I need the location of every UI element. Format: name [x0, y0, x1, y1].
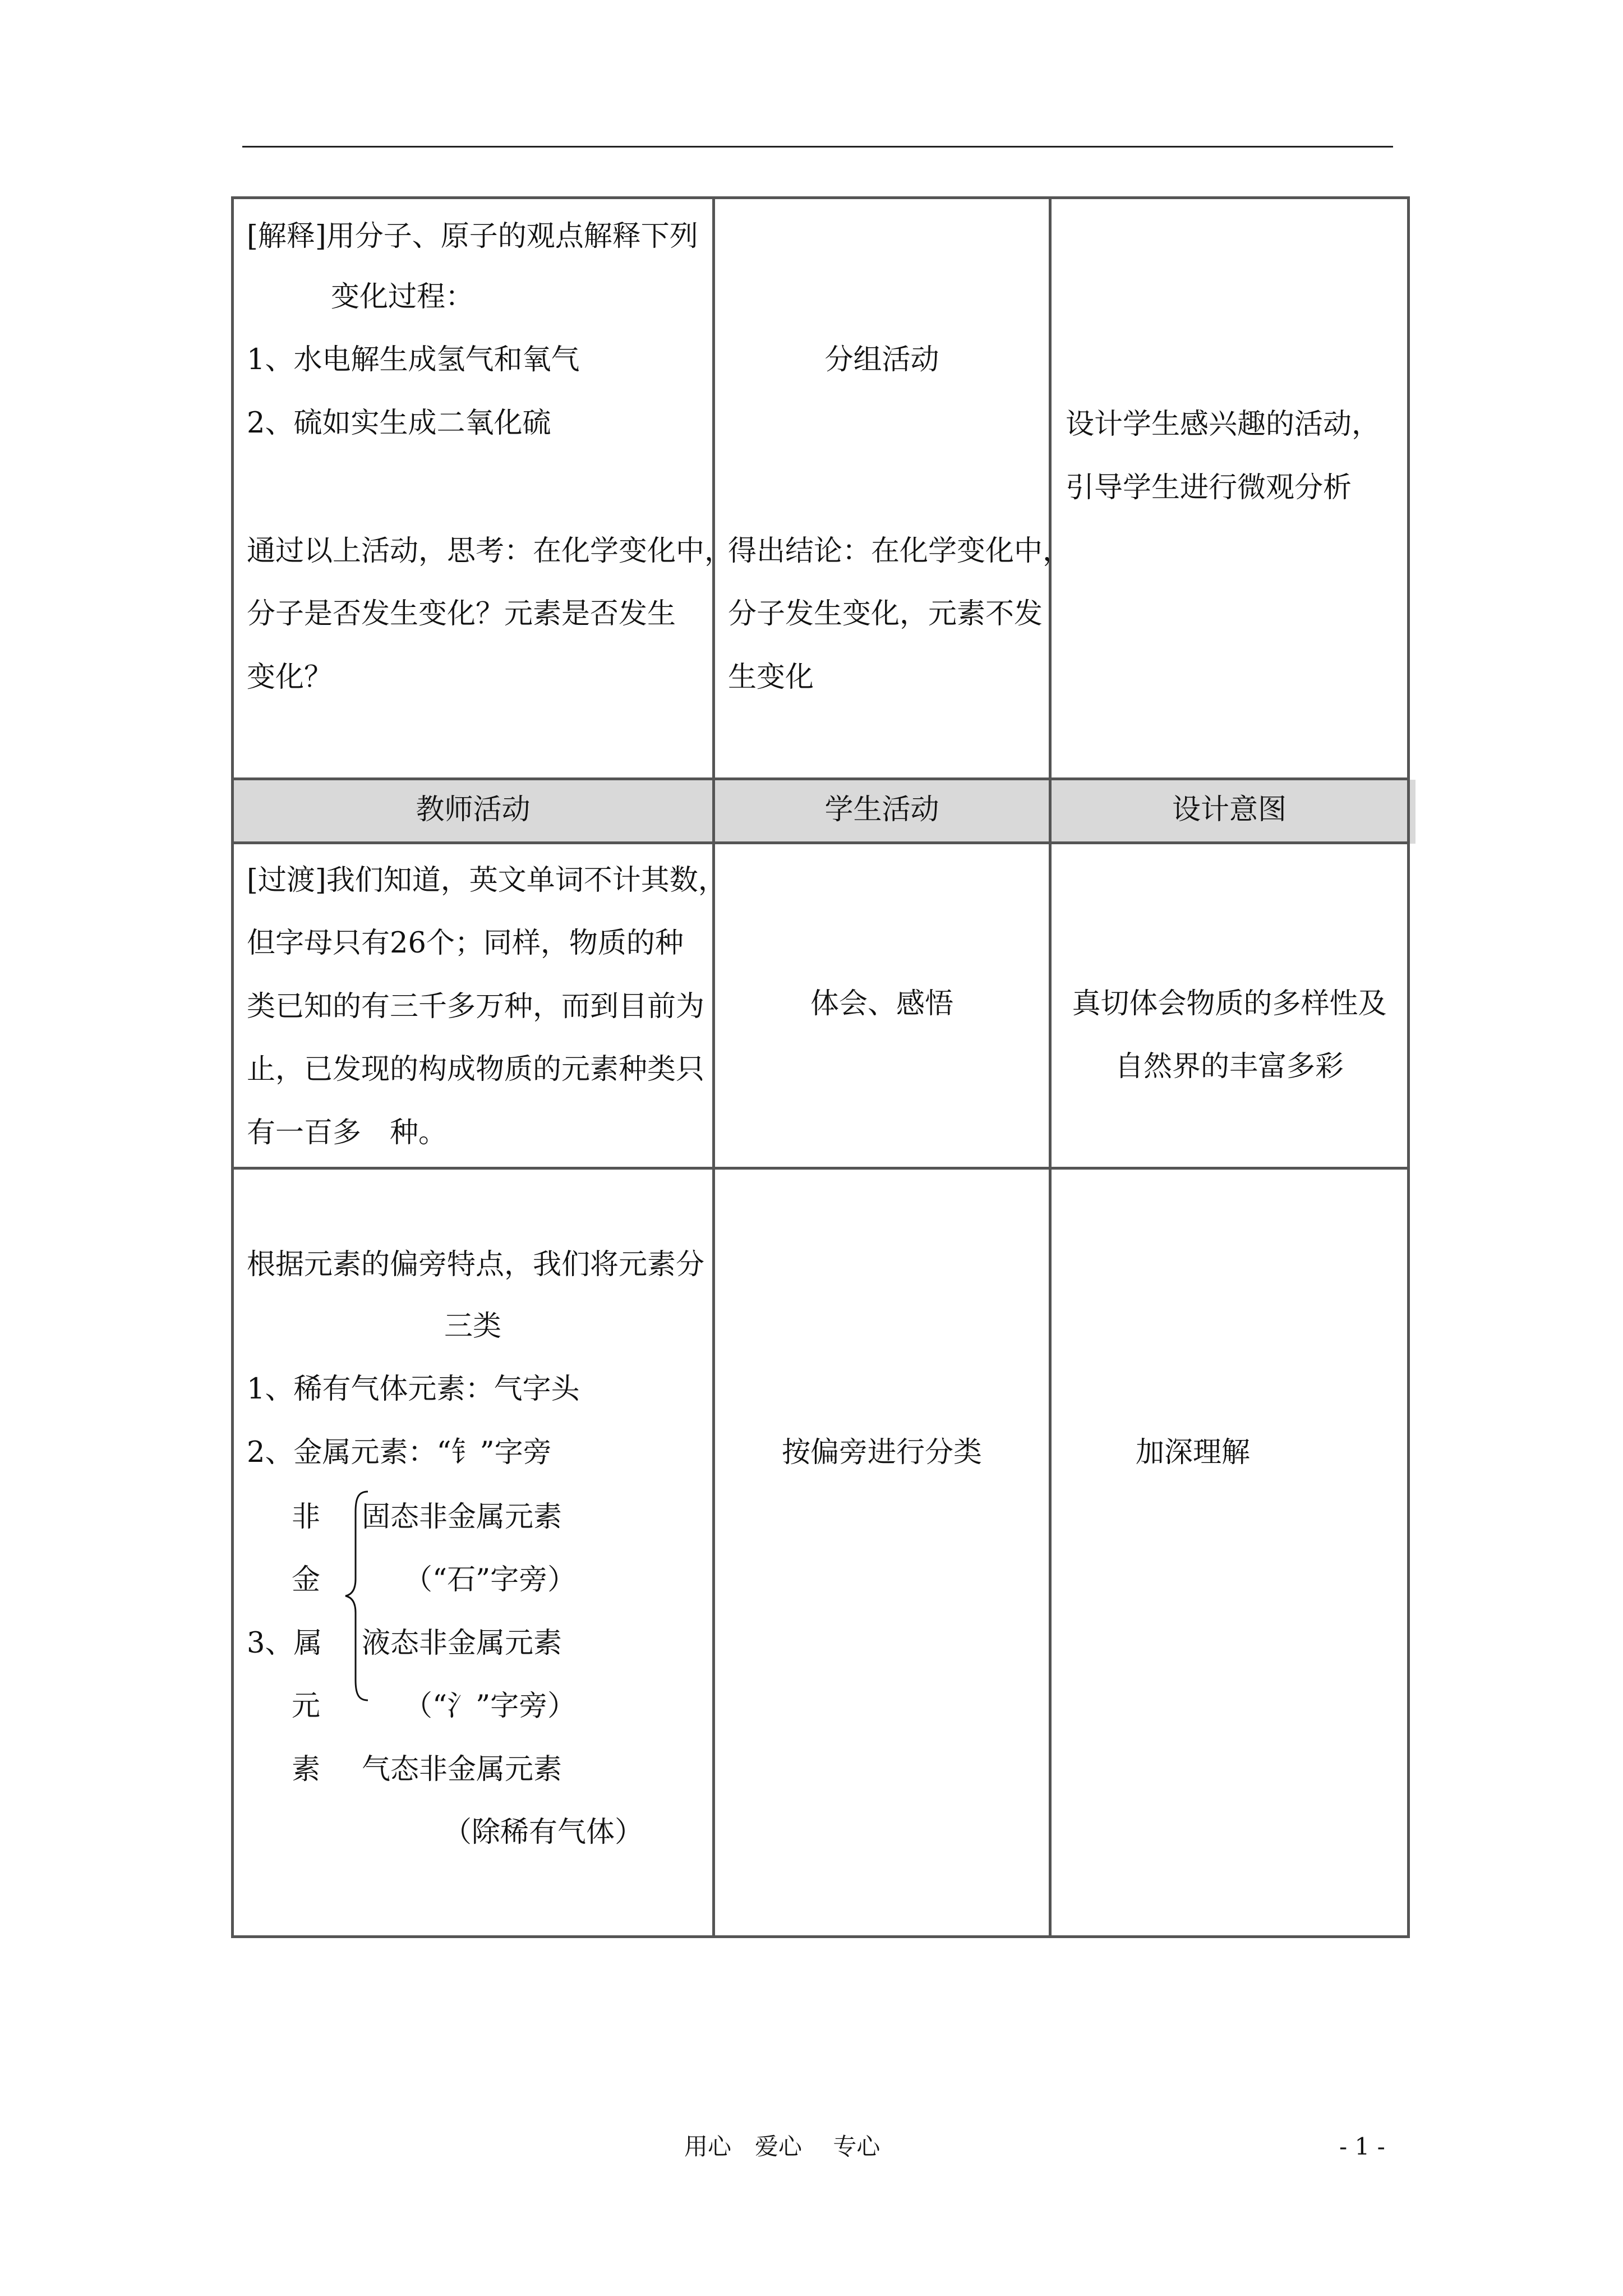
nonmetal-label-3: 3、属 — [247, 1627, 322, 1660]
table-border-bottom — [231, 1935, 1410, 1938]
think-line-2: 分子是否发生变化？元素是否发生 — [247, 597, 676, 631]
page-number: - 1 - — [1339, 2133, 1385, 2160]
row3-intent: 加深理解 — [1136, 1436, 1251, 1469]
table-border-right — [1407, 196, 1410, 1938]
explain-item-2: 2、硫如实生成二氧化硫 — [247, 407, 551, 440]
conclusion-line-2: 分子发生变化，元素不发 — [728, 597, 1043, 631]
table-row-line-1 — [231, 777, 1410, 780]
transition-line-1: [过渡]我们知道，英文单词不计其数， — [247, 864, 727, 897]
group-activity: 分组活动 — [824, 343, 939, 376]
think-line-1: 通过以上活动，思考：在化学变化中， — [247, 535, 734, 568]
row2-intent-2: 自然界的丰富多彩 — [1114, 1050, 1344, 1083]
nonmetal-label-1: 非 — [292, 1501, 321, 1534]
intent-line-1: 设计学生感兴趣的活动， — [1066, 408, 1381, 441]
classify-item-1: 1、稀有气体元素：气字头 — [247, 1373, 580, 1406]
footer-slogan: 用心 爱心 专心 — [684, 2133, 880, 2160]
header-teacher: 教师活动 — [416, 793, 531, 826]
explain-item-1: 1、水电解生成氢气和氧气 — [247, 343, 580, 376]
intent-line-2: 引导学生进行微观分析 — [1066, 471, 1352, 504]
solid-radical: （“石”字旁） — [404, 1563, 577, 1596]
table-row-line-3 — [231, 1167, 1410, 1170]
header-student: 学生活动 — [824, 793, 939, 826]
conclusion-line-1: 得出结论：在化学变化中， — [728, 535, 1072, 568]
row3-student: 按偏旁进行分类 — [781, 1436, 982, 1469]
explain-line-2: 变化过程： — [331, 280, 474, 314]
nonmetal-label-5: 素 — [292, 1753, 321, 1786]
explain-line-1: [解释]用分子、原子的观点解释下列 — [247, 220, 698, 253]
liquid-radical: （“氵”字旁） — [404, 1690, 577, 1723]
conclusion-line-3: 生变化 — [728, 661, 814, 694]
solid-nonmetal: 固态非金属元素 — [362, 1501, 562, 1534]
nonmetal-label-2: 金 — [292, 1563, 321, 1596]
gas-nonmetal: 气态非金属元素 — [362, 1753, 562, 1786]
table-row-line-2 — [231, 841, 1410, 844]
row2-intent-1: 真切体会物质的多样性及 — [1072, 987, 1387, 1020]
table-divider-1 — [712, 196, 715, 1938]
classify-intro-1: 根据元素的偏旁特点，我们将元素分 — [247, 1248, 705, 1281]
transition-line-3: 类已知的有三千多万种，而到目前为 — [247, 990, 705, 1023]
transition-line-4: 止，已发现的构成物质的元素种类只 — [247, 1053, 705, 1086]
think-line-3: 变化？ — [247, 661, 333, 694]
classify-item-2: 2、金属元素：“钅”字旁 — [247, 1436, 552, 1469]
classify-intro-2: 三类 — [444, 1310, 502, 1343]
transition-line-5: 有一百多 种。 — [247, 1116, 448, 1149]
table-border-left — [231, 196, 234, 1938]
table-border-top — [231, 196, 1410, 199]
row2-student: 体会、感悟 — [810, 987, 953, 1020]
gas-note: （除稀有气体） — [443, 1816, 644, 1849]
transition-line-2: 但字母只有26个；同样，物质的种 — [247, 927, 684, 960]
liquid-nonmetal: 液态非金属元素 — [362, 1627, 562, 1660]
header-intent: 设计意图 — [1172, 793, 1287, 826]
nonmetal-label-4: 元 — [292, 1690, 321, 1723]
